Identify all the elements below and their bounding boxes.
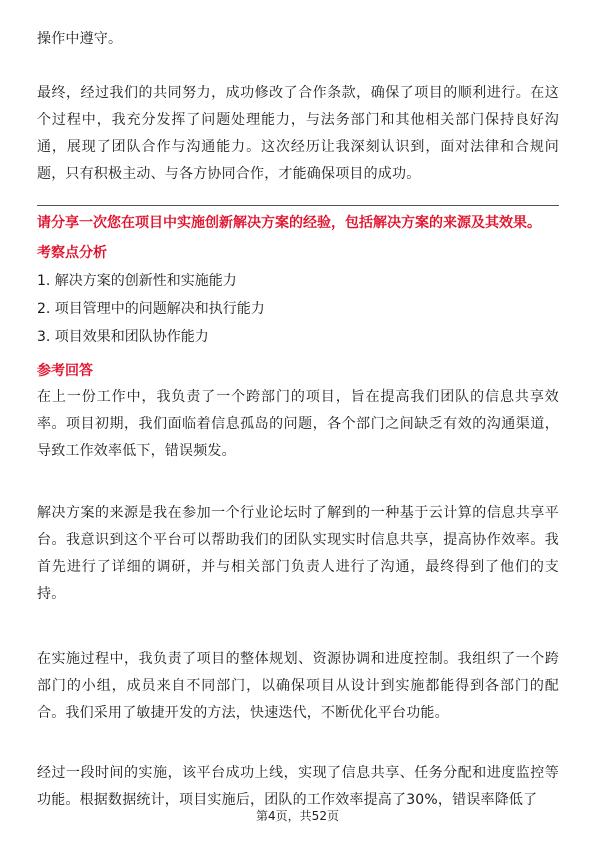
section-divider [37, 205, 559, 206]
answer-paragraph: 在上一份工作中，我负责了一个跨部门的项目，旨在提高我们团队的信息共享效率。项目初期，我们面临着信息孤岛的问题，各个部门之间缺乏有效的沟通渠道，导致工作效率低下，错误频发。 [37, 389, 559, 459]
analysis-heading: 考察点分析 [37, 245, 107, 261]
answer-paragraph: 经过一段时间的实施，该平台成功上线，实现了信息共享、任务分配和进度监控等功能。根据数据统计，项目实施后，团队的工作效率提高了30%，错误率降低了 [37, 765, 559, 808]
continued-paragraph: 操作中遵守。 [37, 31, 123, 47]
analysis-item: 2. 项目管理中的问题解决和执行能力 [37, 301, 265, 317]
page-number-footer: 第4页，共52页 [256, 809, 339, 823]
answer-heading: 参考回答 [37, 363, 93, 379]
answer-paragraph: 在实施过程中，我负责了项目的整体规划、资源协调和进度控制。我组织了一个跨部门的小组，成员来自不同部门，以确保项目从设计到实施都能得到各部门的配合。我们采用了敏捷开发的方法，快速迭代，不断优化平台功能。 [37, 651, 559, 721]
conclusion-paragraph: 最终，经过我们的共同努力，成功修改了合作条款，确保了项目的顺利进行。在这个过程中，我充分发挥了问题处理能力，与法务部门和其他相关部门保持良好沟通，展现了团队合作与沟通能力。这次经历让我深刻认识到，面对法律和合规问题，只有积极主动、与各方协同合作，才能确保项目的成功。 [37, 85, 559, 182]
interview-question: 请分享一次您在项目中实施创新解决方案的经验，包括解决方案的来源及其效果。 [37, 215, 541, 231]
analysis-item: 1. 解决方案的创新性和实施能力 [37, 273, 237, 289]
answer-paragraph: 解决方案的来源是我在参加一个行业论坛时了解到的一种基于云计算的信息共享平台。我意识到这个平台可以帮助我们的团队实现实时信息共享，提高协作效率。我首先进行了详细的调研，并与相关部门负责人进行了沟通，最终得到了他们的支持。 [37, 505, 559, 602]
analysis-item: 3. 项目效果和团队协作能力 [37, 329, 209, 345]
